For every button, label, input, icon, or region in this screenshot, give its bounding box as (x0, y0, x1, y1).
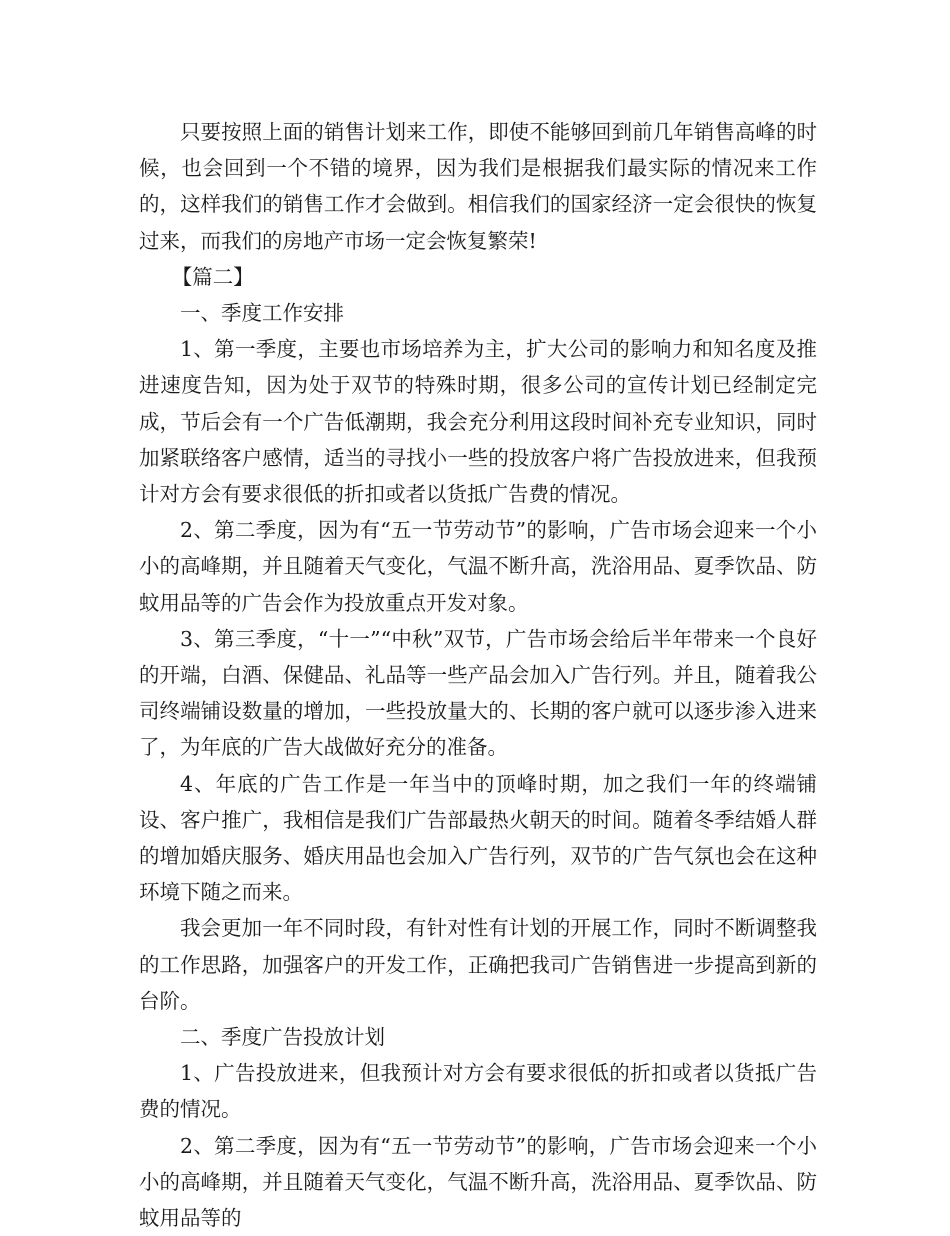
paragraph-sales-plan-conclusion: 只要按照上面的销售计划来工作，即使不能够回到前几年销售高峰的时候，也会回到一个不错的境界，因为我们是根据我们最实际的情况来工作的，这样我们的销售工作才会做到。相信我们的国家经济一定会很快的恢复过来，而我们的房地产市场一定会恢复繁荣! (139, 120, 817, 253)
heading-quarterly-ad-plan: 二、季度广告投放计划 (180, 1025, 385, 1050)
document-body (139, 114, 817, 1236)
paragraph-second-quarter: 2、第二季度，因为有“五一节劳动节”的影响，广告市场会迎来一个小小的高峰期，并且随着天气变化，气温不断升高，洗浴用品、夏季饮品、防蚊用品等的广告会作为投放重点开发对象。 (139, 518, 817, 615)
paragraph-work-approach: 我会更加一年不同时段，有针对性有计划的开展工作，同时不断调整我的工作思路，加强客户的开发工作，正确把我司广告销售进一步提高到新的台阶。 (139, 916, 817, 1013)
paragraph-third-quarter: 3、第三季度，“十一”“中秋”双节，广告市场会给后半年带来一个良好的开端，白酒、保健品、礼品等一些产品会加入广告行列。并且，随着我公司终端铺设数量的增加，一些投放量大的、长期的客户就可以逐步渗入进来了，为年底的广告大战做好充分的准备。 (139, 626, 817, 760)
section-title-part-two: 【篇二】 (171, 264, 254, 289)
paragraph-year-end: 4、年底的广告工作是一年当中的顶峰时期，加之我们一年的终端铺设、客户推广，我相信是我们广告部最热火朝天的时间。随着冬季结婚人群的增加婚庆服务、婚庆用品也会加入广告行列，双节的广告气氛也会在这种环境下随之而来。 (139, 771, 817, 905)
paragraph-first-quarter: 1、第一季度，主要也市场培养为主，扩大公司的影响力和知名度及推进速度告知，因为处于双节的特殊时期，很多公司的宣传计划已经制定完成，节后会有一个广告低潮期，我会充分利用这段时间补充专业知识，同时加紧联络客户感情，适当的寻找小一些的投放客户将广告投放进来，但我预计对方会有要求很低的折扣或者以货抵广告费的情况。 (139, 337, 817, 507)
paragraph-ad-plan-item-2: 2、第二季度，因为有“五一节劳动节”的影响，广告市场会迎来一个小小的高峰期，并且随着天气变化，气温不断升高，洗浴用品、夏季饮品、防蚊用品等的 (139, 1133, 817, 1231)
heading-quarterly-work-arrangement: 一、季度工作安排 (180, 301, 344, 326)
paragraph-ad-plan-item-1: 1、广告投放进来，但我预计对方会有要求很低的折扣或者以货抵广告费的情况。 (139, 1061, 817, 1122)
